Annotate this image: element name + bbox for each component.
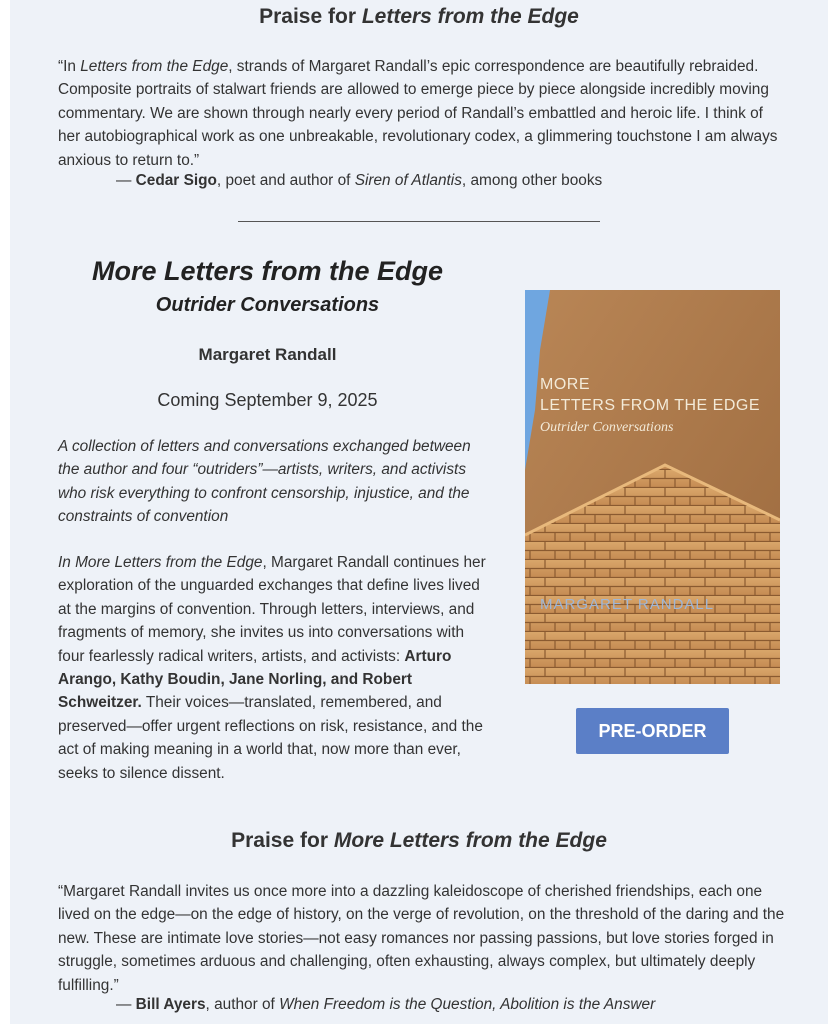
cover-subtitle: Outrider Conversations (540, 420, 674, 435)
attrib-mid: , poet and author of (216, 172, 355, 189)
praise-heading-book: Letters from the Edge (361, 5, 579, 28)
attrib-mid: , author of (205, 996, 280, 1013)
quote-book-title: Letters from the Edge (80, 58, 229, 75)
section-divider (238, 221, 600, 222)
pre-order-button[interactable]: PRE-ORDER (576, 708, 729, 754)
praise-heading-book: More Letters from the Edge (333, 829, 607, 852)
quote-body: , strands of Margaret Randall’s epic correspondence are beautifully rebraided. Composite portraits of stalwart friends are allowed to emerge piece by piece alongside incredibly moving commentary. We are shown through nearly every period of Randall’s embattled and heroic life. I think of her autobiographical work as one unbreakable, revolutionary codex, a glimmering touchstone I am always anxious to return to.” (58, 58, 778, 169)
praise-attribution-1 (116, 170, 602, 192)
quote-open: “In (58, 58, 81, 75)
cover-author: MARGARET RANDALL (540, 596, 715, 613)
book-author: Margaret Randall (198, 345, 337, 364)
book-subtitle: Outrider Conversations (155, 294, 380, 316)
praise-heading-prefix: Praise for (231, 829, 334, 852)
attrib-name: Bill Ayers (135, 996, 206, 1013)
attrib-name: Cedar Sigo (135, 172, 217, 189)
desc-part2: Their voices—translated, remembered, and preserved—offer urgent reflections on risk, resistance, and the act of making meaning in a world that, now more than ever, seeks to silence dissent. (58, 694, 483, 782)
attrib-dash: — (116, 996, 136, 1013)
book-title: More Letters from the Edge (91, 256, 444, 286)
desc-part1: , Margaret Randall continues her exploration of the unguarded exchanges that define lives lived at the margins of convention. Through letters, interviews, and fragments of memory, she invites us into conversations with four fearlessly radical writers, artists, and activists: (58, 554, 486, 665)
book-tagline: A collection of letters and conversations exchanged between the author and four “outriders”—artists, writers, and activists who risk everything to confront censorship, injustice, and the constraints of convention (58, 438, 471, 526)
praise-quote-2: “Margaret Randall invites us once more into a dazzling kaleidoscope of cherished friendships, each one lived on the edge—on the edge of history, on the verge of revolution, on the threshold of the daring and the new. These are intimate love stories—not easy romances nor passing passions, but love stories forged in struggle, sometimes arduous and challenging, often exhausting, always complex, but ultimately deeply fulfilling.” (58, 883, 785, 994)
cover-title-line1: MORE (540, 376, 590, 393)
praise-quote-1 (58, 55, 788, 172)
desc-names: Arturo Arango, Kathy Boudin, Jane Norling, and Robert Schweitzer. (58, 647, 452, 712)
praise-heading-1 (10, 5, 828, 29)
book-description (58, 551, 488, 785)
attrib-end: , among other books (461, 172, 603, 189)
praise-attribution-2 (116, 994, 655, 1016)
book-cover-image[interactable] (525, 290, 780, 684)
praise-heading-2 (10, 829, 828, 853)
praise-heading-prefix: Praise for (259, 5, 362, 28)
attrib-dash: — (116, 172, 136, 189)
cover-artwork (525, 290, 780, 684)
attrib-work: Siren of Atlantis (354, 172, 462, 189)
attrib-work: When Freedom is the Question, Abolition is the Answer (279, 996, 656, 1013)
newsletter-panel (10, 0, 828, 1024)
desc-book-title: In More Letters from the Edge (58, 554, 263, 571)
cover-title-line2: LETTERS FROM THE EDGE (540, 397, 761, 414)
release-date: Coming September 9, 2025 (157, 390, 378, 410)
